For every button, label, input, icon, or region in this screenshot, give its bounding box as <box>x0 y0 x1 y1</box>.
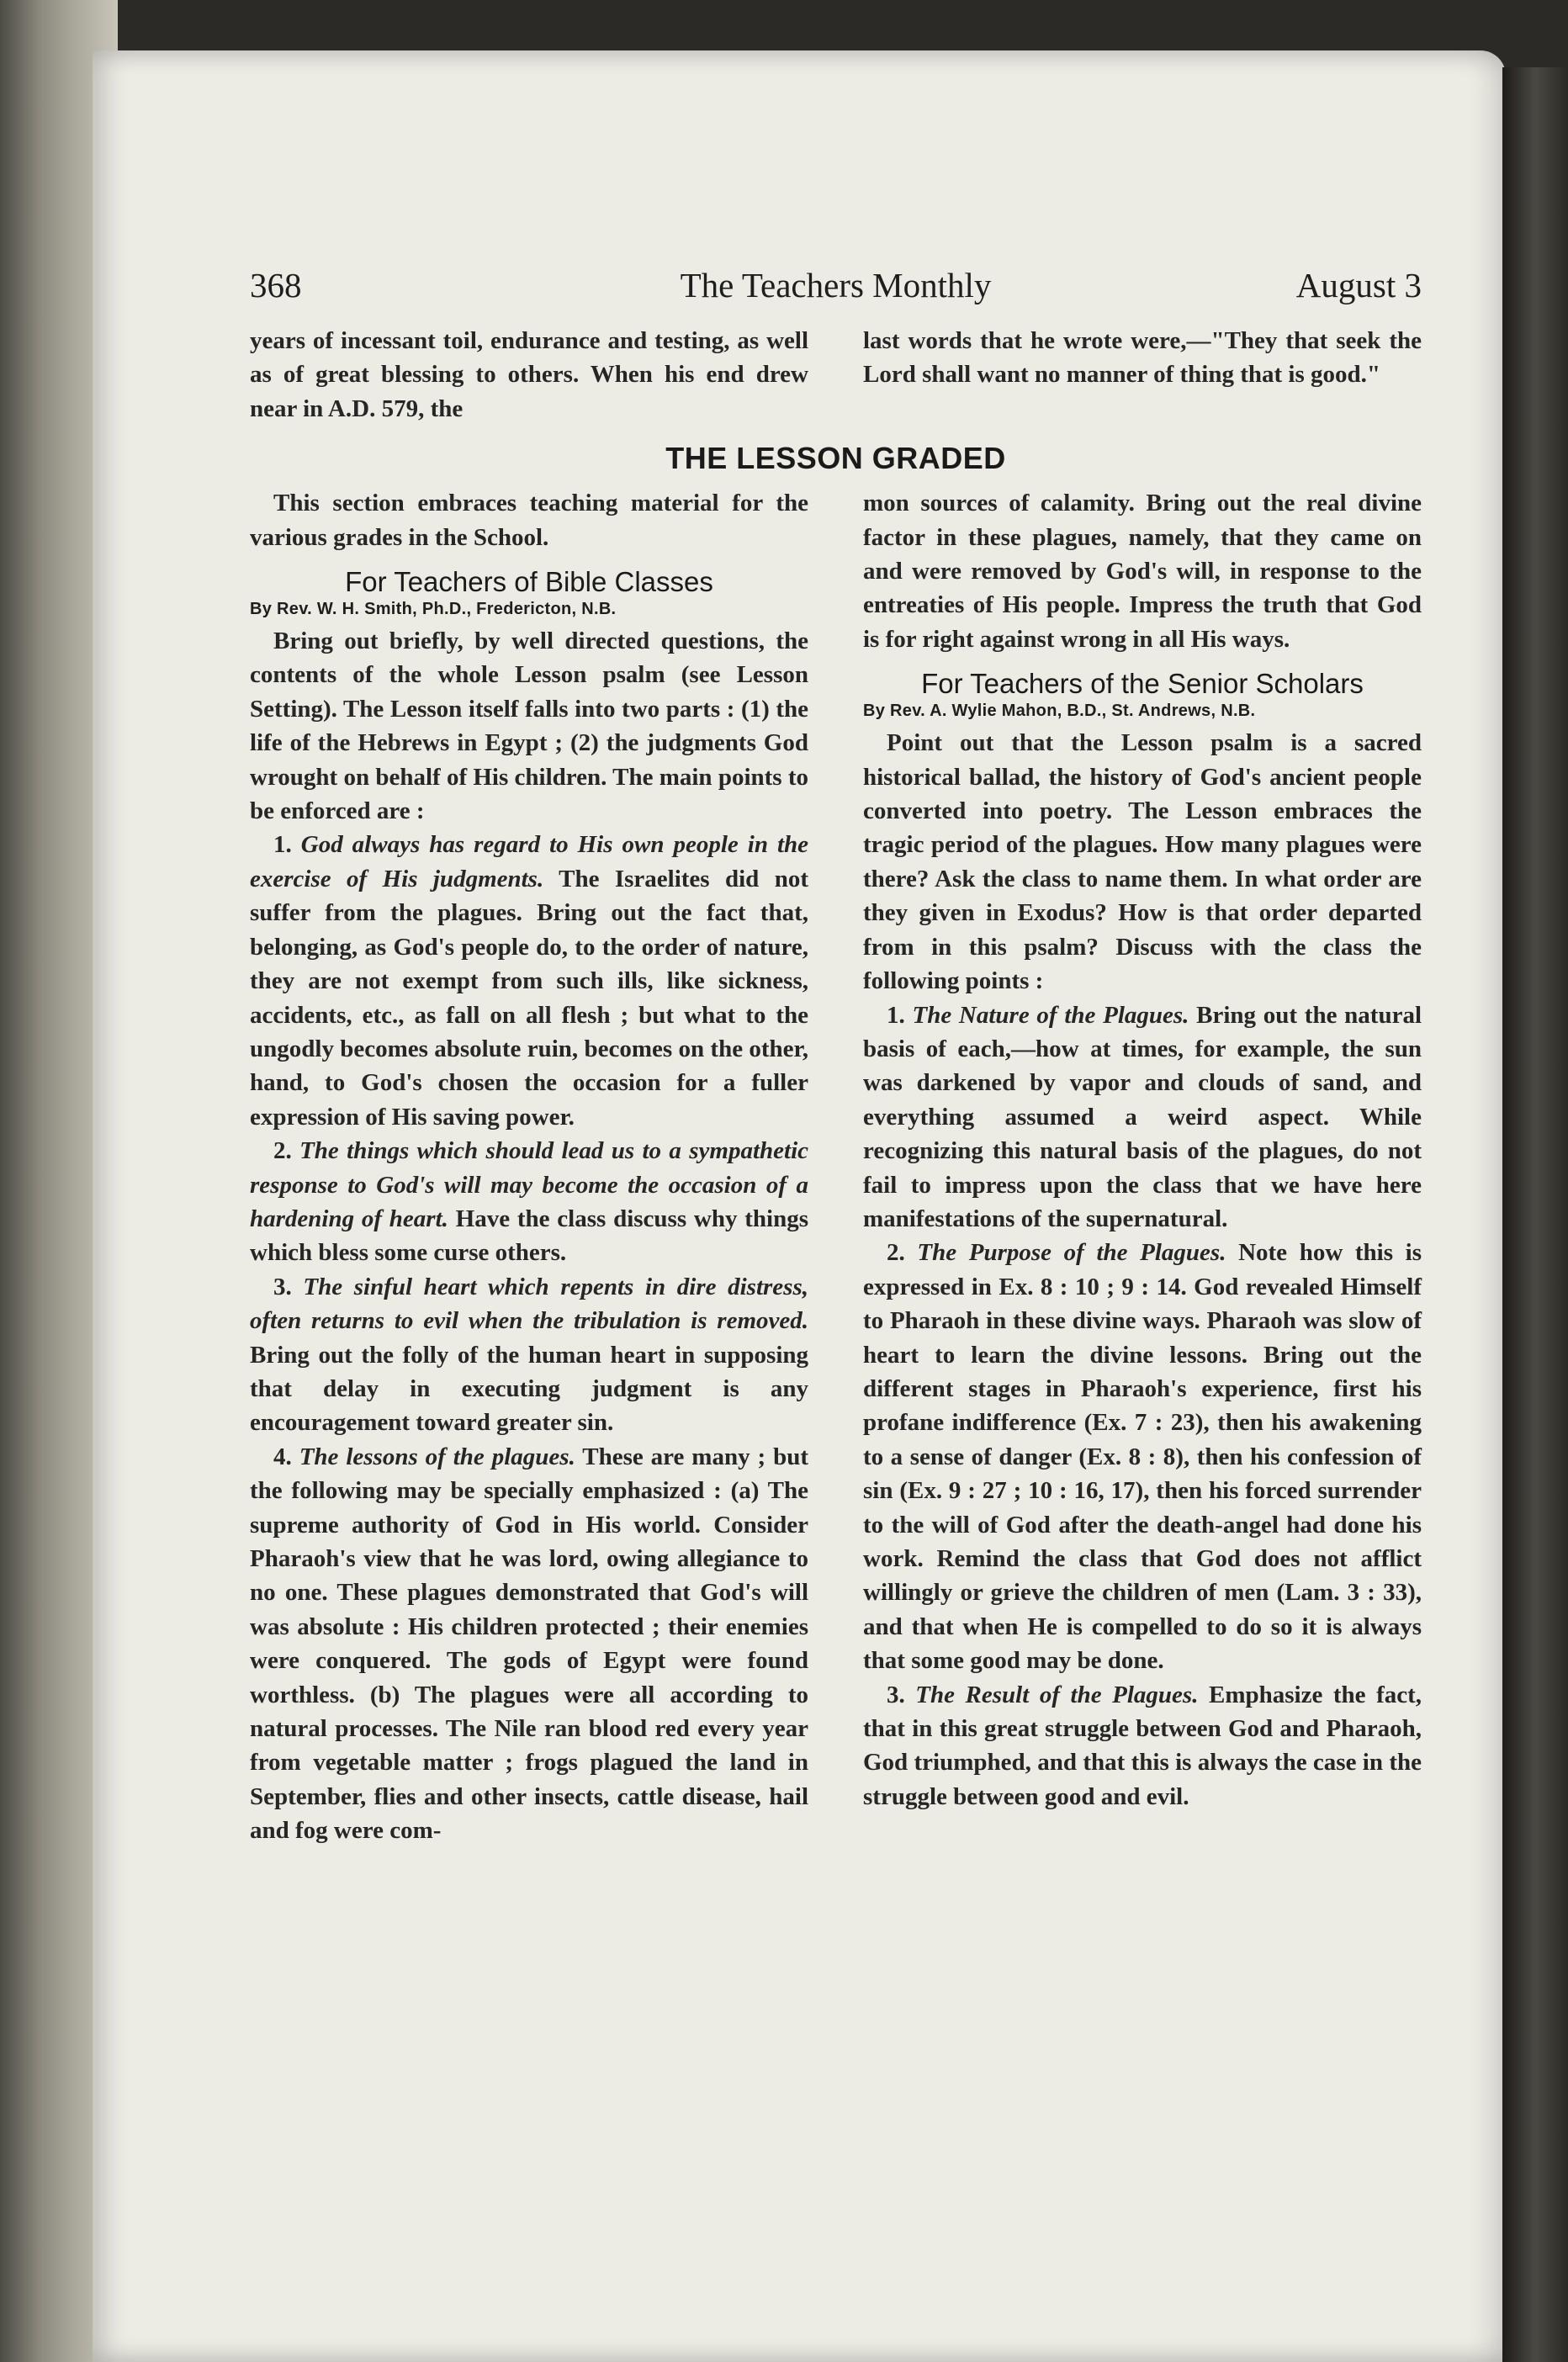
point-number: 1. <box>273 831 301 859</box>
point-text: Have the class discuss why things which bless some curse others. <box>250 1205 808 1267</box>
point-title: The Purpose of the Plagues. <box>917 1239 1226 1267</box>
senior-scholars-point-3 <box>863 1678 1422 1814</box>
senior-scholars-point-2 <box>863 1236 1422 1677</box>
top-columns <box>250 324 1422 426</box>
bible-classes-point-1 <box>250 828 808 1134</box>
section-intro: This section embraces teaching material for the various grades in the School. <box>250 490 808 551</box>
right-column <box>863 486 1422 1847</box>
section-heading: THE LESSON GRADED <box>665 441 1006 476</box>
bible-classes-continued: mon sources of calamity. Bring out the real divine factor in these plagues, namely, that they came on and were removed by God's will, in response to the entreaties of His people. Impress the truth that God is for right against wrong in all His ways. <box>863 490 1422 653</box>
point-text: Note how this is expressed in Ex. 8 : 10 ; 9 : 14. God revealed Himself to Pharaoh in these divine ways. Pharaoh was slow of heart to learn the divine lessons. Bring out the different stages in Pharaoh's experience, first his profane indifference (Ex. 7 : 23), then his awakening to a sense of danger (Ex. 8 : 8), then his confession of sin (Ex. 9 : 27 ; 10 : 16, 17), then his forced surrender to the will of God after the death-angel had done his work. Remind the class that God does not afflict willingly or grieve the children of men (Lam. 3 : 33), and that when He is compelled to do so it is always that some good may be done. <box>863 1239 1422 1675</box>
point-number: 3. <box>887 1681 916 1708</box>
point-number: 2. <box>887 1239 918 1267</box>
point-title: The sinful heart which repents in dire distress, often returns to evil when the tribulation is removed. <box>250 1273 808 1335</box>
top-right-column <box>863 324 1422 426</box>
point-number: 1. <box>887 1001 913 1029</box>
running-head <box>250 265 1422 315</box>
bible-classes-point-3 <box>250 1270 808 1440</box>
point-text: The Israelites did not suffer from the plagues. Bring out the fact that, belonging, as God's people do, to the order of nature, they are not exempt from such ills, like sickness, accidents, etc., as fall on all flesh ; but what to the ungodly becomes absolute ruin, becomes on the other, hand, to God's chosen the occasion for a fuller expression of His saving power. <box>250 865 808 1131</box>
carryover-paragraph-right: last words that he wrote were,—"They that seek the Lord shall want no manner of thing that is good." <box>863 327 1422 389</box>
issue-date: August 3 <box>1295 266 1422 305</box>
point-number: 2. <box>273 1137 300 1165</box>
point-title: The lessons of the plagues. <box>299 1443 575 1470</box>
bible-classes-point-4 <box>250 1440 808 1848</box>
senior-scholars-point-1 <box>863 998 1422 1237</box>
left-column <box>250 486 808 1847</box>
bible-classes-byline: By Rev. W. H. Smith, Ph.D., Fredericton, N.B. <box>250 600 617 619</box>
point-text: Emphasize the fact, that in this great struggle between God and Pharaoh, God triumphed, and that this is always the case in the struggle between good and evil. <box>863 1681 1422 1810</box>
journal-title: The Teachers Monthly <box>680 266 992 305</box>
point-title: The Nature of the Plagues. <box>912 1001 1189 1029</box>
page-content <box>250 265 1422 1848</box>
senior-scholars-paragraph: Point out that the Lesson psalm is a sacred historical ballad, the history of God's ancient people converted into poetry. The Lesson embraces the tragic period of the plagues. How many plagues were there? Ask the class to name them. In what order are they given in Exodus? How is that order departed from in this psalm? Discuss with the class the following points : <box>863 729 1422 995</box>
bible-classes-paragraph: Bring out briefly, by well directed questions, the contents of the whole Lesson psalm (see Lesson Setting). The Lesson itself falls into two parts : (1) the life of the Hebrews in Egypt ; (2) the judgments God wrought on behalf of His children. The main points to be enforced are : <box>250 628 808 825</box>
senior-scholars-byline: By Rev. A. Wylie Mahon, B.D., St. Andrews, N.B. <box>863 702 1256 721</box>
point-number: 3. <box>273 1273 304 1300</box>
point-text: These are many ; but the following may be specially emphasized : (a) The supreme authority of God in His world. Consider Pharaoh's view that he was lord, owing allegiance to no one. These plagues demonstrated that God's will was absolute : His children protected ; their enemies were conquered. The gods of Egypt were found worthless. (b) The plagues were all according to natural processes. The Nile ran blood red every year from vegetable matter ; frogs plagued the land in September, flies and other insects, cattle disease, hail and fog were com- <box>250 1443 809 1845</box>
top-left-column <box>250 324 808 426</box>
point-title: God always has regard to His own people in the exercise of His judgments. <box>250 831 809 892</box>
point-text: Bring out the folly of the human heart in supposing that delay in executing judgment is any encouragement toward greater sin. <box>250 1341 808 1437</box>
point-title: The Result of the Plagues. <box>915 1681 1199 1708</box>
page-number: 368 <box>250 266 302 305</box>
page-edge <box>1502 67 1568 2362</box>
body-columns <box>250 486 1422 1847</box>
point-number: 4. <box>273 1443 299 1470</box>
point-text: Bring out the natural basis of each,—how at times, for example, the sun was darkened by vapor and clouds of sand, and everything assumed a weird aspect. While recognizing this natural basis of the plagues, do not fail to impress upon the class that we have here manifestations of the supernatural. <box>863 1001 1422 1232</box>
carryover-paragraph: years of incessant toil, endurance and testing, as well as of great blessing to others. When his end drew near in A.D. 579, the <box>250 327 808 422</box>
bible-classes-point-2 <box>250 1134 808 1270</box>
bible-classes-heading: For Teachers of Bible Classes <box>345 566 713 598</box>
senior-scholars-heading: For Teachers of the Senior Scholars <box>921 668 1364 700</box>
point-title: The things which should lead us to a sympathetic response to God's will may become the occasion of a hardening of heart. <box>250 1137 808 1232</box>
